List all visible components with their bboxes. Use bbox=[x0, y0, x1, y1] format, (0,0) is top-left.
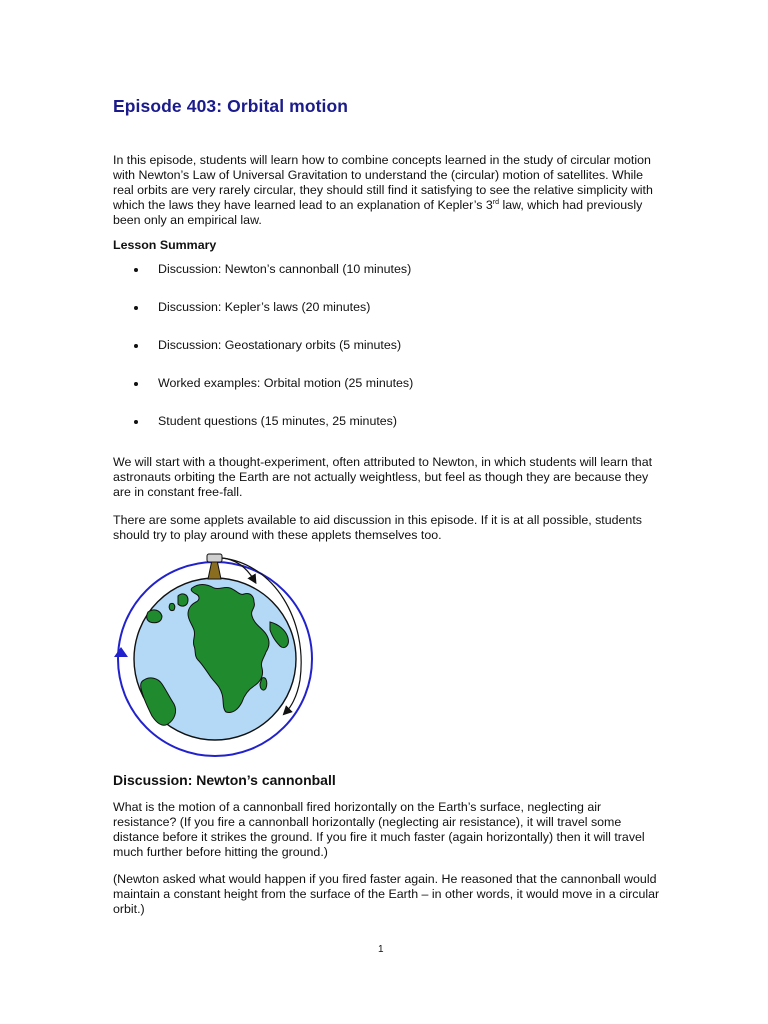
page-title: Episode 403: Orbital motion bbox=[113, 96, 349, 116]
list-item bbox=[113, 300, 633, 338]
lesson-summary-list bbox=[113, 262, 633, 452]
bullet-icon bbox=[134, 382, 138, 386]
bullet-icon bbox=[134, 420, 138, 424]
thought-experiment-paragraph: We will start with a thought-experiment, often attributed to Newton, in which students will learn that astronauts orbiting the Earth are not actually weightless, but feel as though they are because they are in constant free-fall. bbox=[113, 455, 653, 499]
lesson-summary-heading: Lesson Summary bbox=[113, 238, 217, 252]
newtons-cannonball-figure bbox=[104, 550, 324, 760]
intro-text-end: law, which had previously been only an empirical law. bbox=[113, 198, 643, 227]
list-item bbox=[113, 376, 633, 414]
applets-paragraph: There are some applets available to aid discussion in this episode. If it is at all possible, students should try to play around with these applets themselves too. bbox=[113, 513, 642, 542]
intro-paragraph bbox=[113, 153, 661, 228]
list-item bbox=[113, 338, 633, 376]
intro-superscript: rd bbox=[492, 199, 500, 206]
cannon-icon bbox=[207, 554, 222, 579]
orbit-arrow-icon bbox=[114, 647, 128, 657]
bullet-icon bbox=[134, 306, 138, 310]
bullet-icon bbox=[134, 344, 138, 348]
intro-text: In this episode, students will learn how to combine concepts learned in the study of circular motion with Newton’s Law of Universal Gravitation to understand the (circular) motion of satellites. While real orbits are very rarely circular, they should still find it satisfying to see the relative simplicity with which the laws they have learned lead to an explanation of Kepler’s 3 bbox=[113, 153, 653, 212]
list-item-label: Discussion: Geostationary orbits (5 minutes) bbox=[158, 338, 402, 352]
section-heading: Discussion: Newton’s cannonball bbox=[113, 772, 336, 788]
list-item-label: Discussion: Newton’s cannonball (10 minutes) bbox=[158, 262, 412, 276]
list-item-label: Worked examples: Orbital motion (25 minutes) bbox=[158, 376, 414, 390]
list-item bbox=[113, 414, 633, 452]
cannonball-paragraph-1: What is the motion of a cannonball fired horizontally on the Earth’s surface, neglecting air resistance? (If you fire a cannonball horizontally (neglecting air resistance), it will travel some distance before it strikes the ground. If you fire it much faster (again horizontally) then it will travel much further before hitting the ground.) bbox=[113, 800, 645, 859]
list-item-label: Discussion: Kepler’s laws (20 minutes) bbox=[158, 300, 371, 314]
list-item-label: Student questions (15 minutes, 25 minutes) bbox=[158, 414, 397, 428]
page-number: 1 bbox=[378, 944, 384, 955]
cannonball-paragraph-2: (Newton asked what would happen if you fired faster again. He reasoned that the cannonball would maintain a constant height from the surface of the Earth – in other words, it would move in a circular orbit.) bbox=[113, 872, 660, 916]
list-item bbox=[113, 262, 633, 300]
bullet-icon bbox=[134, 268, 138, 272]
